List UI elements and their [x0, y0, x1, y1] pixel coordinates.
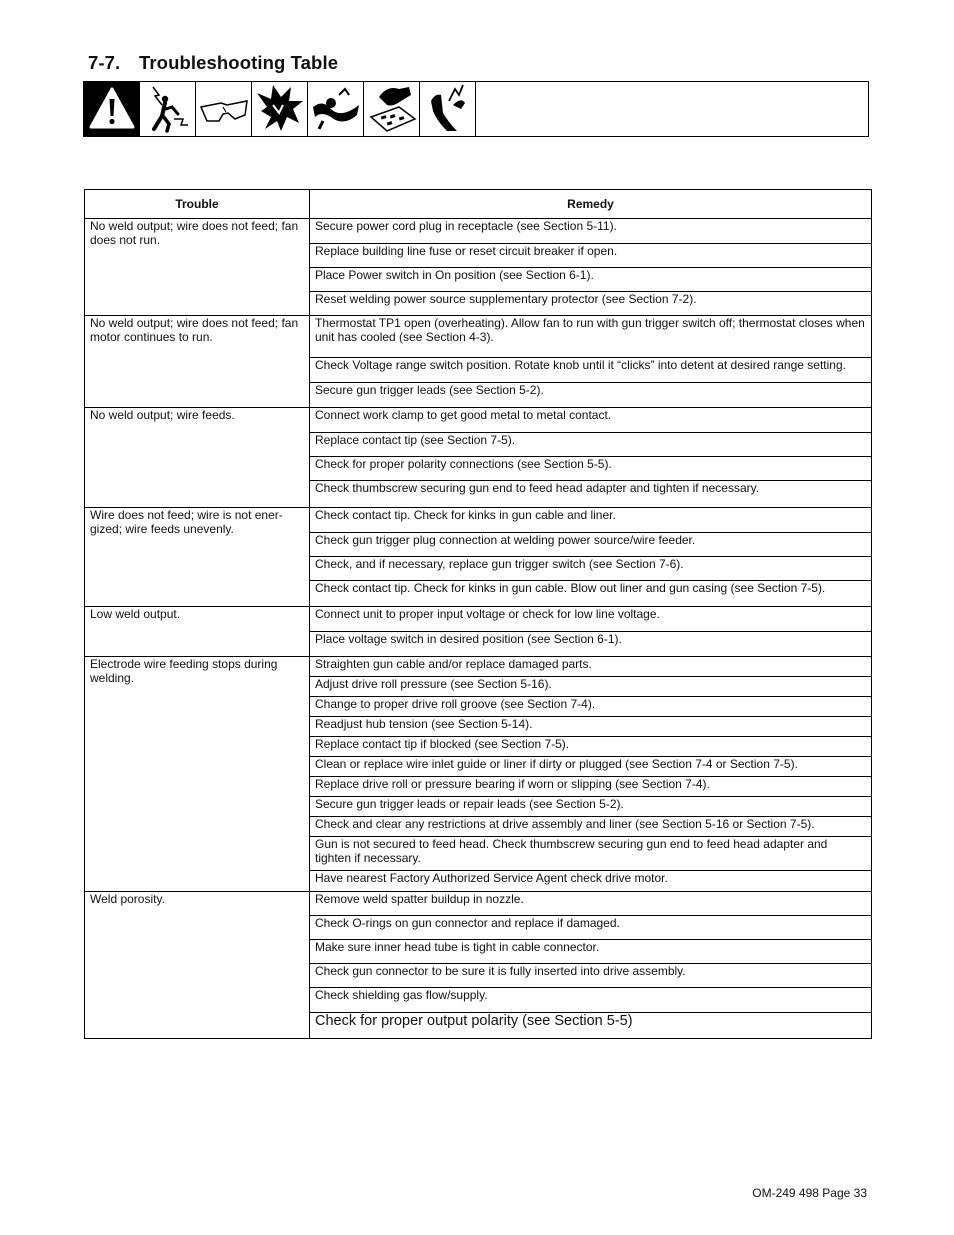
trouble-cell: No weld output; wire does not feed; fan does not run. [85, 219, 310, 316]
troubleshooting-table [84, 189, 872, 1039]
remedy-cell: Straighten gun cable and/or replace damaged parts. [310, 657, 872, 677]
remedy-cell: Change to proper drive roll groove (see Section 7-4). [310, 697, 872, 717]
remedy-cell: Secure gun trigger leads or repair leads (see Section 5-2). [310, 797, 872, 817]
electric-shock-icon [140, 82, 196, 136]
page-title [88, 52, 338, 74]
table-row [85, 316, 872, 358]
remedy-cell: Check for proper polarity connections (see Section 5-5). [310, 457, 872, 481]
safety-glasses-icon [196, 82, 252, 136]
page-footer: OM-249 498 Page 33 [752, 1186, 867, 1200]
trouble-cell: No weld output; wire feeds. [85, 408, 310, 508]
table-body [85, 219, 872, 1039]
remedy-cell: Check Voltage range switch position. Rotate knob until it “clicks” into detent at desired range setting. [310, 358, 872, 383]
remedy-cell: Make sure inner head tube is tight in cable connector. [310, 940, 872, 964]
table-row [85, 508, 872, 533]
trouble-cell: No weld output; wire does not feed; fan motor continues to run. [85, 316, 310, 408]
remedy-cell: Place voltage switch in desired position (see Section 6-1). [310, 632, 872, 657]
remedy-cell: Check shielding gas flow/supply. [310, 988, 872, 1013]
remedy-cell: Replace drive roll or pressure bearing if worn or slipping (see Section 7-4). [310, 777, 872, 797]
remedy-cell: Check thumbscrew securing gun end to feed head adapter and tighten if necessary. [310, 481, 872, 508]
warning-icon [84, 82, 140, 136]
remedy-cell: Reset welding power source supplementary protector (see Section 7-2). [310, 292, 872, 316]
section-number: 7-7. [88, 52, 121, 73]
hot-parts-icon [364, 82, 420, 136]
remedy-cell: Replace building line fuse or reset circuit breaker if open. [310, 244, 872, 268]
table-header-row [85, 190, 872, 219]
table-row [85, 408, 872, 433]
static-electricity-icon [420, 82, 476, 136]
remedy-cell: Secure gun trigger leads (see Section 5-2). [310, 383, 872, 408]
remedy-cell: Adjust drive roll pressure (see Section 5-16). [310, 677, 872, 697]
remedy-cell: Replace contact tip if blocked (see Section 7-5). [310, 737, 872, 757]
remedy-cell: Secure power cord plug in receptacle (see Section 5-11). [310, 219, 872, 244]
remedy-cell: Check, and if necessary, replace gun trigger switch (see Section 7-6). [310, 557, 872, 581]
trouble-cell: Electrode wire feeding stops during welding. [85, 657, 310, 892]
remedy-cell: Place Power switch in On position (see Section 6-1). [310, 268, 872, 292]
trouble-cell: Wire does not feed; wire is not ener-gized; wire feeds unevenly. [85, 508, 310, 607]
table-row [85, 219, 872, 244]
remedy-cell: Gun is not secured to feed head. Check thumbscrew securing gun end to feed head adapter and tighten if necessary. [310, 837, 872, 871]
remedy-cell: Check for proper output polarity (see Section 5-5) [310, 1013, 872, 1039]
remedy-cell: Check and clear any restrictions at drive assembly and liner (see Section 5-16 or Section 7-5). [310, 817, 872, 837]
remedy-cell: Check gun trigger plug connection at welding power source/wire feeder. [310, 533, 872, 557]
trouble-column-header: Trouble [85, 190, 310, 219]
section-title: Troubleshooting Table [139, 52, 339, 73]
remedy-cell: Check O-rings on gun connector and replace if damaged. [310, 916, 872, 940]
table-row [85, 657, 872, 677]
remedy-cell: Connect unit to proper input voltage or check for low line voltage. [310, 607, 872, 632]
remedy-cell: Replace contact tip (see Section 7-5). [310, 433, 872, 457]
remedy-cell: Clean or replace wire inlet guide or liner if dirty or plugged (see Section 7-4 or Section 7-5). [310, 757, 872, 777]
remedy-cell: Readjust hub tension (see Section 5-14). [310, 717, 872, 737]
trouble-cell: Weld porosity. [85, 892, 310, 1039]
table-row [85, 607, 872, 632]
remedy-cell: Check contact tip. Check for kinks in gun cable and liner. [310, 508, 872, 533]
remedy-cell: Remove weld spatter buildup in nozzle. [310, 892, 872, 916]
remedy-cell: Connect work clamp to get good metal to metal contact. [310, 408, 872, 433]
icon-strip-end [476, 82, 478, 136]
trouble-cell: Low weld output. [85, 607, 310, 657]
moving-parts-icon [308, 82, 364, 136]
remedy-column-header: Remedy [310, 190, 872, 219]
remedy-cell: Have nearest Factory Authorized Service Agent check drive motor. [310, 871, 872, 892]
hazard-symbol-bar [83, 81, 869, 137]
table-row [85, 892, 872, 916]
fire-explosion-icon [252, 82, 308, 136]
remedy-cell: Thermostat TP1 open (overheating). Allow fan to run with gun trigger switch off; thermostat closes when unit has cooled (see Section 4-3). [310, 316, 872, 358]
remedy-cell: Check gun connector to be sure it is fully inserted into drive assembly. [310, 964, 872, 988]
remedy-cell: Check contact tip. Check for kinks in gun cable. Blow out liner and gun casing (see Section 7-5). [310, 581, 872, 607]
